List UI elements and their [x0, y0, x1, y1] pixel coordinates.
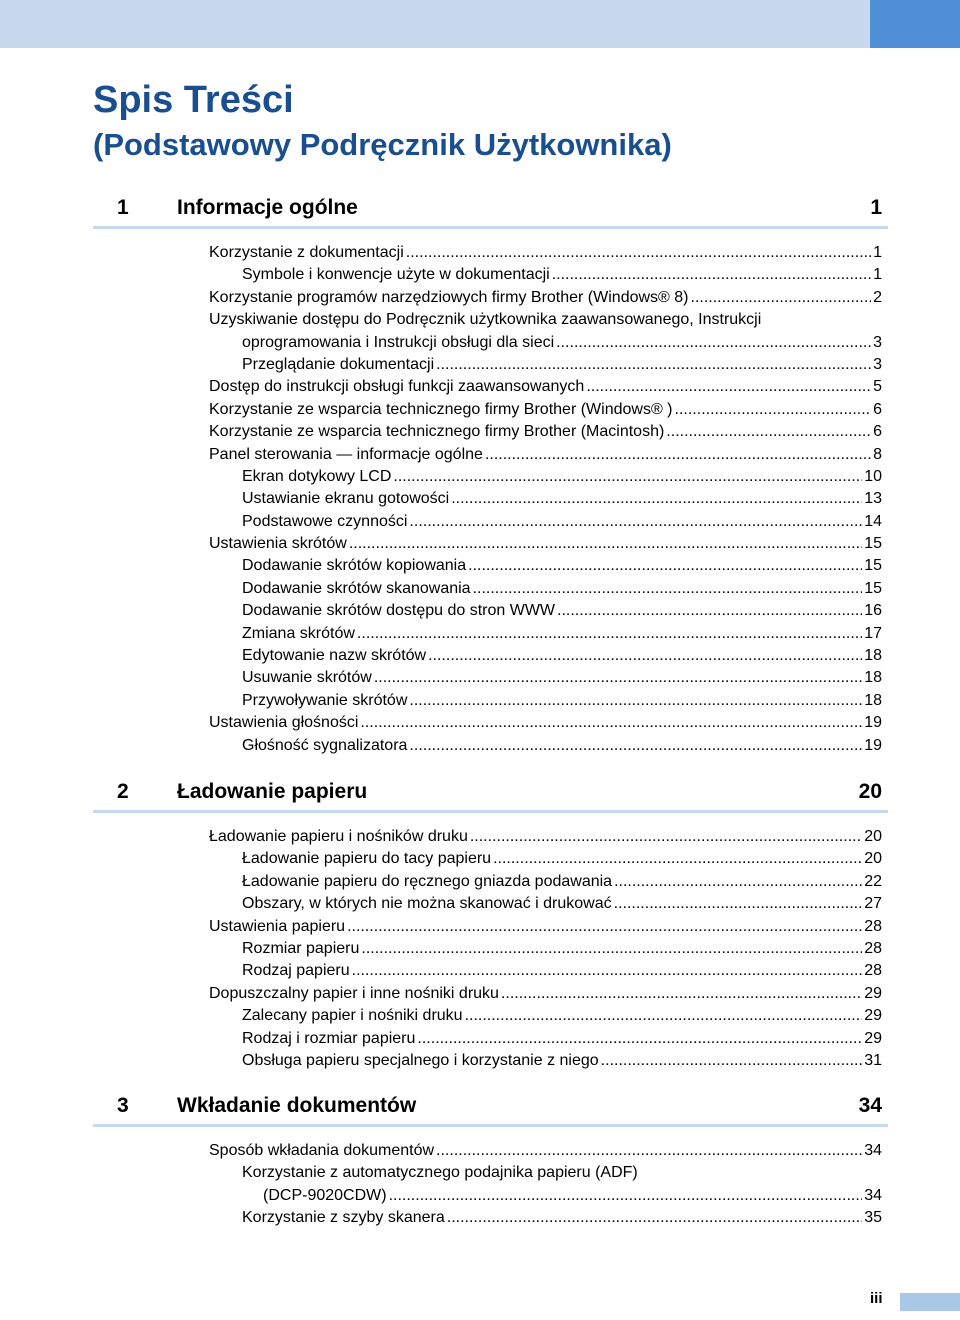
toc-entry[interactable]	[93, 712, 888, 734]
dot-leader	[389, 1185, 863, 1207]
dot-leader	[417, 1028, 862, 1050]
toc-entry[interactable]	[93, 735, 888, 757]
toc-entry[interactable]	[93, 488, 888, 510]
toc-entry-page: 3	[873, 355, 882, 373]
toc-entry-title: Ustawienia papieru	[209, 917, 346, 935]
toc-entry[interactable]	[93, 1005, 888, 1027]
dot-leader	[451, 488, 862, 510]
toc-entry-page: 29	[864, 1007, 882, 1025]
footer-bar	[900, 1293, 960, 1311]
dot-leader	[465, 1005, 863, 1027]
toc-entry-title: Podstawowe czynności	[242, 512, 408, 530]
section-page[interactable]: 34	[858, 1094, 882, 1117]
toc-entry-title: Uzyskiwanie dostępu do Podręcznik użytkownika zaawansowanego, Instrukcji	[209, 311, 762, 329]
toc-entry-page: 18	[864, 691, 882, 709]
toc-entry[interactable]	[93, 916, 888, 938]
page-subtitle: (Podstawowy Podręcznik Użytkownika)	[93, 127, 672, 162]
toc-entry[interactable]	[93, 645, 888, 667]
dot-leader	[552, 264, 871, 286]
toc-entry[interactable]	[93, 466, 888, 488]
toc-entry-page: 28	[864, 917, 882, 935]
dot-leader	[614, 893, 863, 915]
toc-entry[interactable]	[93, 309, 888, 331]
toc-entry[interactable]	[93, 1140, 888, 1162]
dot-leader	[409, 690, 862, 712]
toc-entry[interactable]	[93, 1028, 888, 1050]
toc-entry-page: 1	[873, 266, 882, 284]
toc-entry-page: 10	[864, 467, 882, 485]
dot-leader	[428, 645, 862, 667]
toc-entry[interactable]	[93, 376, 888, 398]
toc-entry[interactable]	[93, 1207, 888, 1229]
toc-entry[interactable]	[93, 690, 888, 712]
toc-entry[interactable]	[93, 1162, 888, 1184]
toc-entry-title: Obszary, w których nie można skanować i drukować	[242, 895, 612, 913]
toc-entry[interactable]	[93, 960, 888, 982]
toc-entry[interactable]	[93, 578, 888, 600]
toc-entry-page: 27	[864, 895, 882, 913]
section-page[interactable]: 20	[858, 780, 882, 803]
toc-entry-page: 8	[873, 445, 882, 463]
toc-entry-page: 5	[873, 378, 882, 396]
section-heading	[93, 190, 888, 229]
dot-leader	[468, 555, 862, 577]
toc-entry-title: Korzystanie ze wsparcia technicznego firmy Brother (Macintosh)	[209, 423, 665, 441]
toc-entry-title: Ustawianie ekranu gotowości	[242, 490, 450, 508]
toc-entry-page: 22	[864, 872, 882, 890]
toc-entry-title: oprogramowania i Instrukcji obsługi dla sieci	[242, 333, 555, 351]
dot-leader	[666, 421, 871, 443]
toc-entry-page: 6	[873, 400, 882, 418]
toc-entry-page: 1	[873, 244, 882, 261]
toc-entry-page: 2	[873, 288, 882, 306]
toc-entry-title: Ładowanie papieru do tacy papieru	[242, 850, 492, 868]
toc-entries	[93, 1140, 888, 1230]
toc-entry-title: Edytowanie nazw skrótów	[242, 647, 427, 665]
dot-leader	[357, 623, 862, 645]
toc-section-2	[93, 774, 888, 1072]
section-number: 3	[117, 1094, 129, 1117]
dot-leader	[473, 578, 863, 600]
dot-leader	[691, 287, 872, 309]
toc-entry[interactable]	[93, 871, 888, 893]
dot-leader	[493, 848, 862, 870]
toc-entry-title: Panel sterowania — informacje ogólne	[209, 445, 483, 463]
dot-leader	[409, 735, 862, 757]
dot-leader	[409, 511, 862, 533]
header-band	[0, 0, 960, 48]
toc-entry-title: Dodawanie skrótów dostępu do stron WWW	[242, 602, 556, 620]
toc-entry-title: Korzystanie z szyby skanera	[242, 1209, 445, 1227]
toc-entry-page: 18	[864, 647, 882, 665]
toc-entry-title: Korzystanie programów narzędziowych firmy Brother (Windows® 8)	[209, 288, 689, 306]
toc-entry-title: Dostęp do instrukcji obsługi funkcji zaawansowanych	[209, 378, 585, 396]
toc-entry[interactable]	[93, 533, 888, 555]
section-title[interactable]: Ładowanie papieru	[177, 780, 368, 803]
dot-leader	[436, 1140, 862, 1162]
toc-entry-title: Rodzaj papieru	[242, 962, 350, 980]
toc-entry-title: Przywoływanie skrótów	[242, 691, 408, 709]
toc-entry-page: 14	[864, 512, 882, 530]
toc-entry[interactable]	[93, 511, 888, 533]
toc-entry-page: 3	[873, 333, 882, 351]
dot-leader	[501, 983, 862, 1005]
toc-entry-page: 15	[864, 579, 882, 597]
toc-entry-page: 35	[864, 1209, 882, 1227]
toc-entry-title: Zmiana skrótów	[242, 624, 355, 642]
toc-entry[interactable]	[93, 983, 888, 1005]
toc-entry-title: Sposób wkładania dokumentów	[209, 1142, 435, 1159]
toc-entry[interactable]	[93, 354, 888, 376]
toc-entry[interactable]	[93, 600, 888, 622]
toc-entry[interactable]	[93, 264, 888, 286]
toc-entry[interactable]	[93, 1185, 888, 1207]
toc-entry-title: Ustawienia skrótów	[209, 535, 347, 553]
toc-entry[interactable]	[93, 1050, 888, 1072]
toc-entry[interactable]	[93, 623, 888, 645]
toc-entry-page: 19	[864, 736, 882, 754]
page-number: iii	[870, 1290, 883, 1307]
toc-entry[interactable]	[93, 421, 888, 443]
toc-entry-title: Rodzaj i rozmiar papieru	[242, 1029, 416, 1047]
section-title[interactable]: Informacje ogólne	[177, 196, 358, 219]
toc-entry[interactable]	[93, 848, 888, 870]
dot-leader	[557, 600, 862, 622]
toc-entry-page: 31	[864, 1051, 882, 1069]
page-title: Spis Treści	[93, 79, 294, 121]
toc-entry[interactable]	[93, 399, 888, 421]
dot-leader	[675, 399, 872, 421]
toc-entry-title: Korzystanie z automatycznego podajnika papieru (ADF)	[242, 1164, 638, 1182]
toc-entry-page: 34	[864, 1142, 882, 1159]
dot-leader	[586, 376, 871, 398]
toc-entry-title: Ładowanie papieru do ręcznego gniazda podawania	[242, 872, 613, 890]
toc-entry-title: Dopuszczalny papier i inne nośniki druku	[209, 984, 499, 1002]
dot-leader	[601, 1050, 863, 1072]
dot-leader	[470, 826, 862, 848]
section-heading	[93, 1088, 888, 1127]
toc-entry-page: 15	[864, 557, 882, 575]
section-title[interactable]: Wkładanie dokumentów	[177, 1094, 417, 1117]
toc-entry-page: 28	[864, 939, 882, 957]
toc-entry-title: Dodawanie skrótów kopiowania	[242, 557, 467, 575]
toc-entry-page: 28	[864, 962, 882, 980]
toc-entry[interactable]	[93, 667, 888, 689]
toc-entry-title: Rozmiar papieru	[242, 939, 360, 957]
toc-entry-title: Zalecany papier i nośniki druku	[242, 1007, 463, 1025]
toc-section-1	[93, 190, 888, 757]
toc-entry-page: 6	[873, 423, 882, 441]
toc-entry-page: 20	[864, 828, 882, 845]
dot-leader	[393, 466, 862, 488]
dot-leader	[485, 444, 871, 466]
toc-entry-title: Przeglądanie dokumentacji	[242, 355, 435, 373]
toc-entry-page: 13	[864, 490, 882, 508]
dot-leader	[352, 960, 863, 982]
toc-entry-page: 17	[864, 624, 882, 642]
toc-entries	[93, 242, 888, 757]
toc-entries	[93, 826, 888, 1072]
dot-leader	[349, 533, 862, 555]
section-heading	[93, 774, 888, 813]
toc-entry[interactable]	[93, 555, 888, 577]
toc-entry-title: Obsługa papieru specjalnego i korzystanie z niego	[242, 1051, 599, 1069]
header-accent	[870, 0, 960, 48]
dot-leader	[347, 916, 862, 938]
dot-leader	[447, 1207, 862, 1229]
toc-entry-title: Dodawanie skrótów skanowania	[242, 579, 471, 597]
dot-leader	[406, 242, 871, 264]
toc-entry-title: Głośność sygnalizatora	[242, 736, 408, 754]
dot-leader	[614, 871, 862, 893]
toc-entry-title: Ładowanie papieru i nośników druku	[209, 828, 468, 845]
toc-entry-title: Symbole i konwencje użyte w dokumentacji	[242, 266, 550, 284]
toc-entry[interactable]	[93, 332, 888, 354]
dot-leader	[436, 354, 871, 376]
dot-leader	[374, 667, 862, 689]
dot-leader	[360, 712, 862, 734]
toc-entry-title: Korzystanie z dokumentacji	[209, 244, 404, 261]
toc-entry-title: Usuwanie skrótów	[242, 669, 372, 687]
toc-entry-page: 18	[864, 669, 882, 687]
toc-entry-page: 16	[864, 602, 882, 620]
toc-entry-page: 20	[864, 850, 882, 868]
toc-entry[interactable]	[93, 938, 888, 960]
dot-leader	[556, 332, 871, 354]
dot-leader	[361, 938, 862, 960]
toc-entry[interactable]	[93, 444, 888, 466]
toc-entry[interactable]	[93, 893, 888, 915]
toc-entry-title: Ekran dotykowy LCD	[242, 467, 392, 485]
toc-entry-page: 29	[864, 984, 882, 1002]
toc-entry[interactable]	[93, 826, 888, 848]
section-number: 1	[117, 196, 129, 219]
toc-entry-title: Korzystanie ze wsparcia technicznego firmy Brother (Windows® )	[209, 400, 673, 418]
section-number: 2	[117, 780, 129, 803]
toc-entry-page: 19	[864, 714, 882, 732]
toc-section-3	[93, 1088, 888, 1230]
toc-entry[interactable]	[93, 287, 888, 309]
toc-entry[interactable]	[93, 242, 888, 264]
toc-entry-page: 29	[864, 1029, 882, 1047]
toc-entry-title: Ustawienia głośności	[209, 714, 359, 732]
toc-entry-page: 15	[864, 535, 882, 553]
toc-entry-title: (DCP-9020CDW)	[263, 1186, 387, 1204]
section-page[interactable]: 1	[870, 196, 882, 219]
toc-entry-page: 34	[864, 1186, 882, 1204]
